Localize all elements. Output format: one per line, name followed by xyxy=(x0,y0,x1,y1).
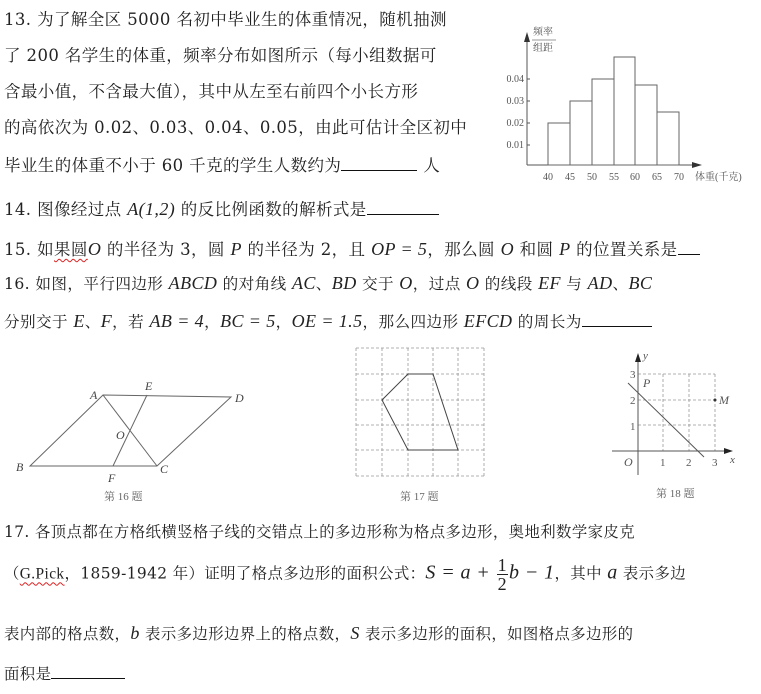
q16-o2: O xyxy=(466,273,480,293)
q14-line xyxy=(4,196,439,220)
y-tick-0.01: 0.01 xyxy=(506,140,524,151)
q16-ab4: AB = 4 xyxy=(149,311,205,331)
q16-line-2 xyxy=(4,310,652,332)
q13-unit: 人 xyxy=(423,156,441,175)
figure-16-parallelogram xyxy=(0,340,300,510)
label-m: M xyxy=(719,393,729,407)
x-tick-55: 55 xyxy=(609,172,619,183)
figure-18-coordinate-plane xyxy=(590,340,761,510)
q15-var-p: P xyxy=(230,239,242,259)
y-tick-3: 3 xyxy=(630,369,636,381)
x-axis-arrow-icon xyxy=(692,162,702,168)
point-m xyxy=(714,399,717,402)
bar-40-45 xyxy=(548,123,570,165)
q14-prefix: 14. 图像经过点 xyxy=(4,200,128,219)
q16-t13: ， xyxy=(275,313,292,331)
label-e: E xyxy=(145,379,153,393)
lattice-polygon xyxy=(382,374,458,450)
q16-t5: ，过点 xyxy=(412,275,467,293)
q17-t8: 面积是 xyxy=(4,665,52,683)
pick-formula-right: b − 1 xyxy=(509,561,555,584)
q17-var-s: S xyxy=(350,623,360,643)
label-o: O xyxy=(116,428,125,442)
line-through-p xyxy=(628,383,704,457)
q13-line-5-text: 毕业生的体重不小于 60 千克的学生人数约为 xyxy=(4,156,342,175)
q16-t7: 与 xyxy=(560,275,588,293)
q15-text-3: 的半径为 2，且 xyxy=(241,240,372,259)
q13-line-3: 含最小值，不含最大值），其中从左至右前四个小长方形 xyxy=(4,82,419,101)
q17-var-a: a xyxy=(607,561,618,584)
q15-text-1: 15. 如 xyxy=(4,240,54,259)
q16-ef: EF xyxy=(538,273,561,293)
label-d: D xyxy=(235,391,244,405)
x-tick-1: 1 xyxy=(660,457,666,469)
q14-answer-blank[interactable] xyxy=(367,200,439,215)
y-tick-0.03: 0.03 xyxy=(506,96,524,107)
label-b: B xyxy=(16,460,24,474)
q16-t11: ，若 xyxy=(112,313,150,331)
histogram-bars xyxy=(548,57,679,165)
q14-point: A(1,2) xyxy=(127,199,176,219)
y-axis-label-bottom: 组距 xyxy=(533,43,553,54)
q17-line-1: 17. 各顶点都在方格纸横竖格子线的交错点上的多边形称为格点多边形，奥地利数学家皮克 xyxy=(4,523,636,541)
label-f: F xyxy=(108,471,116,485)
q17-line-2 xyxy=(4,556,686,593)
q17-t5: 表内部的格点数， xyxy=(4,625,131,643)
bar-45-50 xyxy=(570,101,592,165)
x-tick-65: 65 xyxy=(652,172,662,183)
y-tick-0.02: 0.02 xyxy=(506,118,524,129)
q16-t2: 的对角线 xyxy=(217,275,292,293)
q17-t4: 表示多边 xyxy=(617,564,687,583)
q15-var-o2: O xyxy=(500,239,514,259)
y-tick-0.04: 0.04 xyxy=(506,74,524,85)
y-axis-label-top: 频率 xyxy=(533,27,553,38)
q15-line xyxy=(4,236,700,260)
q16-f: F xyxy=(100,311,113,331)
q17-var-b: b xyxy=(130,623,140,643)
q16-t3: 、 xyxy=(315,275,332,293)
q13-line-5 xyxy=(4,152,440,176)
q17-t6: 表示多边形边界上的格点数， xyxy=(139,625,351,643)
x-tick-40: 40 xyxy=(543,172,553,183)
y-tick-1: 1 xyxy=(630,421,636,433)
q17-t3: ，其中 xyxy=(554,564,608,583)
q16-t1: 16. 如图，平行四边形 xyxy=(4,275,169,293)
y-arrow-icon xyxy=(635,353,641,362)
q16-t14: ，那么四边形 xyxy=(362,313,464,331)
y-axis-arrow-icon xyxy=(524,32,530,42)
pick-formula-left: S = a + xyxy=(425,561,496,584)
q17-t7: 表示多边形的面积，如图格点多边形的 xyxy=(359,625,634,643)
q15-var-o: O xyxy=(87,239,102,259)
q15-text-5: 和圆 xyxy=(513,240,560,259)
x-tick-3: 3 xyxy=(712,457,718,469)
x-tick-2: 2 xyxy=(686,457,692,469)
q13-answer-blank[interactable] xyxy=(341,156,417,171)
q16-t4: 交于 xyxy=(356,275,400,293)
q15-answer-blank[interactable] xyxy=(678,240,700,255)
q16-t12: ， xyxy=(204,313,221,331)
q15-text-2: 的半径为 3，圆 xyxy=(101,240,231,259)
q16-t10: 、 xyxy=(84,313,101,331)
q16-ac: AC xyxy=(291,273,316,293)
q16-answer-blank[interactable] xyxy=(582,312,652,327)
q16-abcd: ABCD xyxy=(168,273,218,293)
q15-text-6: 的位置关系是 xyxy=(570,240,678,259)
q16-line-1 xyxy=(4,272,652,294)
q13-line-2: 了 200 名学生的体重，频率分布如图所示（每小组数据可 xyxy=(4,46,437,65)
x-tick-50: 50 xyxy=(587,172,597,183)
q15-spellcheck-word: 果圆 xyxy=(54,240,88,259)
x-tick-70: 70 xyxy=(674,172,684,183)
q16-t6: 的线段 xyxy=(479,275,539,293)
q16-efcd: EFCD xyxy=(463,311,513,331)
figure-17-caption: 第 17 题 xyxy=(400,491,439,503)
q16-oe: OE = 1.5 xyxy=(291,311,363,331)
q17-t2: ，1859-1942 年）证明了格点多边形的面积公式： xyxy=(64,564,426,583)
q16-bc: BC xyxy=(628,273,653,293)
x-tick-45: 45 xyxy=(565,172,575,183)
q16-e: E xyxy=(73,311,85,331)
y-tick-2: 2 xyxy=(630,395,636,407)
q13-line-1: 13. 为了解全区 5000 名初中毕业生的体重情况，随机抽测 xyxy=(4,10,447,29)
q16-bd: BD xyxy=(331,273,357,293)
q16-o: O xyxy=(399,273,413,293)
q15-op: OP = 5 xyxy=(371,239,428,259)
bar-65-70 xyxy=(657,112,679,165)
q16-t8: 、 xyxy=(612,275,629,293)
figure-16-caption: 第 16 题 xyxy=(104,491,143,503)
bar-55-60 xyxy=(614,57,635,165)
pick-fraction xyxy=(497,556,508,593)
q16-bc5: BC = 5 xyxy=(220,311,276,331)
q15-text-4: ，那么圆 xyxy=(427,240,501,259)
y-label: y xyxy=(643,350,648,362)
bar-50-55 xyxy=(592,79,614,165)
q17-line-4 xyxy=(4,662,125,684)
figure-18-caption: 第 18 题 xyxy=(656,488,695,500)
q17-line-3 xyxy=(4,622,633,644)
q17-answer-blank[interactable] xyxy=(51,664,125,679)
q16-t9: 分别交于 xyxy=(4,313,74,331)
label-a: A xyxy=(90,388,98,402)
q16-ad: AD xyxy=(587,273,613,293)
q17-t1: （ xyxy=(4,564,20,583)
q16-t15: 的周长为 xyxy=(512,313,582,331)
bar-60-65 xyxy=(635,85,657,165)
q17-spellcheck-word: G.Pick xyxy=(19,565,65,583)
label-p: P xyxy=(643,376,651,390)
q14-suffix: 的反比例函数的解析式是 xyxy=(175,200,367,219)
fraction-denominator: 2 xyxy=(497,574,508,594)
x-tick-60: 60 xyxy=(630,172,640,183)
histogram-chart xyxy=(480,0,760,190)
q13-line-4: 的高依次为 0.02、0.03、0.04、0.05，由此可估计全区初中 xyxy=(4,118,468,137)
figure-17-lattice-polygon xyxy=(340,340,500,510)
fraction-numerator: 1 xyxy=(497,555,508,575)
x-axis-label: 体重(千克) xyxy=(695,172,742,183)
label-origin: O xyxy=(624,455,633,469)
q15-var-p2: P xyxy=(559,239,571,259)
label-c: C xyxy=(160,462,169,476)
x-label: x xyxy=(730,454,735,466)
